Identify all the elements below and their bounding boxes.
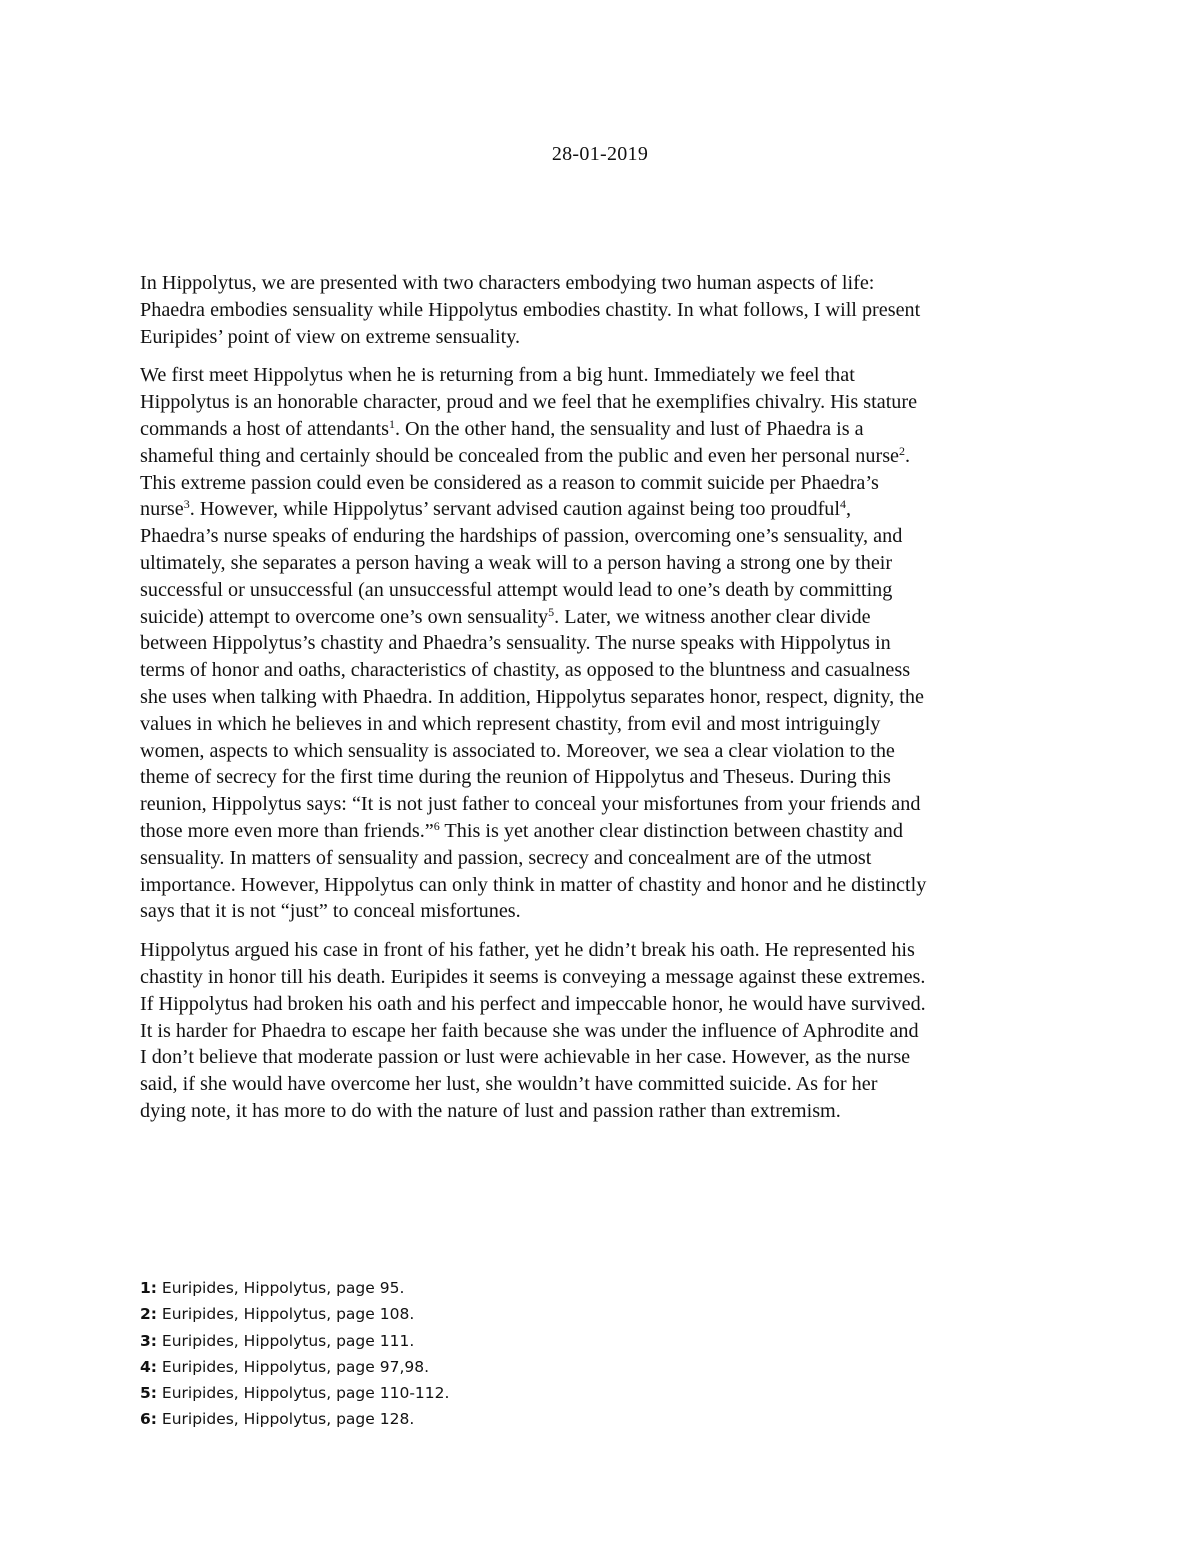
footnote-text: Euripides, Hippolytus, page 111. <box>156 1331 415 1350</box>
text-line: If Hippolytus had broken his oath and his perfect and impeccable honor, he would have survived. <box>140 992 926 1015</box>
text-line: In Hippolytus, we are presented with two characters embodying two human aspects of life: <box>140 272 875 294</box>
text-line: between Hippolytus’s chastity and Phaedra’s sensuality. The nurse speaks with Hippolytus in <box>140 632 891 655</box>
text-line: ultimately, she separates a person having a weak will to a person having a strong one by their <box>140 551 893 574</box>
text-segment: This is yet another clear distinction between chastity and <box>439 819 903 842</box>
paragraph-3 <box>140 937 1070 1125</box>
footnote-item <box>140 1406 740 1432</box>
text-segment: those more even more than friends.” <box>140 819 434 842</box>
paragraph-2 <box>140 362 1070 925</box>
text-segment: commands a host of attendants <box>140 417 389 440</box>
text-line: Hippolytus is an honorable character, proud and we feel that he exemplifies chivalry. His stature <box>140 391 918 414</box>
text-line: successful or unsuccessful (an unsuccessful attempt would lead to one’s death by committing <box>140 578 893 601</box>
text-line <box>140 416 1070 443</box>
footnote-reference: 5 <box>548 604 555 619</box>
text-segment: . <box>905 444 911 467</box>
footnote-reference: 3 <box>183 497 190 512</box>
footnote-number: 4: <box>140 1357 157 1376</box>
document-date: 28-01-2019 <box>551 143 649 165</box>
text-line: women, aspects to which sensuality is associated to. Moreover, we sea a clear violation to the <box>140 739 895 762</box>
text-line: she uses when talking with Phaedra. In addition, Hippolytus separates honor, respect, dignity, the <box>140 685 924 708</box>
text-line: values in which he believes in and which represent chastity, from evil and most intriguingly <box>140 712 881 735</box>
footnote-number: 2: <box>140 1305 157 1324</box>
text-line: said, if she would have overcome her lust, she wouldn’t have committed suicide. As for her <box>140 1073 878 1096</box>
footnote-text: Euripides, Hippolytus, page 108. <box>156 1305 415 1324</box>
footnote-reference: 1 <box>388 416 395 431</box>
footnote-text: Euripides, Hippolytus, page 97,98. <box>156 1357 430 1376</box>
footnote-reference: 6 <box>433 818 440 833</box>
text-line: theme of secrecy for the first time during the reunion of Hippolytus and Theseus. During this <box>140 766 891 789</box>
text-line: importance. However, Hippolytus can only think in matter of chastity and honor and he distinctly <box>140 873 927 896</box>
footnote-item <box>140 1275 740 1301</box>
text-line: chastity in honor till his death. Euripides it seems is conveying a message against these extremes. <box>140 965 926 988</box>
footnote-item <box>140 1301 740 1327</box>
footnote-item <box>140 1328 740 1354</box>
text-segment: nurse <box>140 498 184 521</box>
footnote-item <box>140 1354 740 1380</box>
essay-body <box>140 270 1070 1137</box>
text-line <box>140 818 1070 845</box>
footnotes-list <box>140 1275 740 1433</box>
paragraph-1 <box>140 270 1070 350</box>
text-line: sensuality. In matters of sensuality and passion, secrecy and concealment are of the utmost <box>140 846 872 869</box>
text-segment: suicide) attempt to overcome one’s own sensuality <box>140 605 549 628</box>
text-segment: , <box>846 498 852 521</box>
text-line: reunion, Hippolytus says: “It is not just father to conceal your misfortunes from your friends and <box>140 793 921 816</box>
text-line <box>140 496 1070 523</box>
footnote-number: 1: <box>140 1279 157 1297</box>
text-line: Phaedra’s nurse speaks of enduring the hardships of passion, overcoming one’s sensuality, and <box>140 525 903 548</box>
text-line <box>140 443 1070 470</box>
text-line: Phaedra embodies sensuality while Hippolytus embodies chastity. In what follows, I will present <box>140 298 921 321</box>
footnote-text: Euripides, Hippolytus, page 128. <box>156 1410 415 1429</box>
text-line <box>140 604 1070 631</box>
text-segment: . On the other hand, the sensuality and lust of Phaedra is a <box>394 417 864 440</box>
text-line: I don’t believe that moderate passion or lust were achievable in her case. However, as the nurse <box>140 1046 911 1069</box>
text-line: terms of honor and oaths, characteristics of chastity, as opposed to the bluntness and casualness <box>140 659 911 682</box>
footnote-text: Euripides, Hippolytus, page 95. <box>156 1279 405 1297</box>
footnote-text: Euripides, Hippolytus, page 110-112. <box>156 1384 450 1403</box>
text-segment: . However, while Hippolytus’ servant advised caution against being too proudful <box>189 498 841 521</box>
text-segment: . Later, we witness another clear divide <box>554 605 871 628</box>
text-line: says that it is not “just” to conceal misfortunes. <box>140 900 521 923</box>
text-line: Euripides’ point of view on extreme sensuality. <box>140 325 521 348</box>
footnote-number: 6: <box>140 1410 157 1429</box>
text-line: dying note, it has more to do with the nature of lust and passion rather than extremism. <box>140 1099 841 1122</box>
text-segment: shameful thing and certainly should be concealed from the public and even her personal nurse <box>140 444 900 467</box>
text-line: It is harder for Phaedra to escape her faith because she was under the influence of Aphrodite and <box>140 1019 919 1042</box>
footnote-number: 5: <box>140 1384 157 1403</box>
footnote-reference: 4 <box>840 497 847 512</box>
text-line: Hippolytus argued his case in front of his father, yet he didn’t break his oath. He represented his <box>140 939 915 962</box>
footnote-item <box>140 1380 740 1406</box>
footnote-reference: 2 <box>899 443 906 458</box>
footnote-number: 3: <box>140 1331 157 1350</box>
text-line: This extreme passion could even be considered as a reason to commit suicide per Phaedra’s <box>140 471 879 494</box>
text-line: We first meet Hippolytus when he is returning from a big hunt. Immediately we feel that <box>140 364 855 387</box>
